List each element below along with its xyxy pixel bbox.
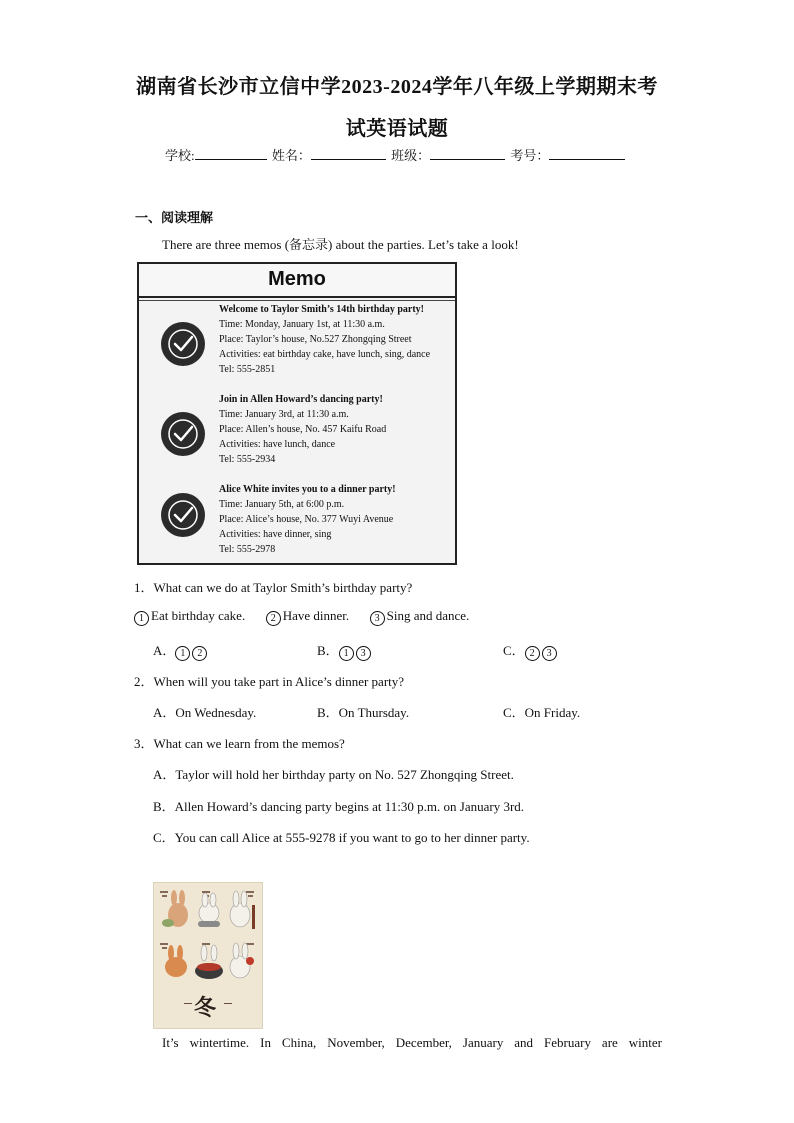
entry-time: Time: January 5th, at 6:00 p.m. bbox=[219, 499, 345, 510]
entry-activities: Activities: eat birthday cake, have lunch, sing, dance bbox=[219, 349, 431, 360]
question-2-stem: 2．When will you take part in Alice’s dinner party? bbox=[134, 674, 405, 689]
school-blank[interactable] bbox=[195, 146, 267, 160]
choice-label: A． bbox=[153, 643, 176, 658]
circled-number: 1 bbox=[134, 611, 149, 626]
name-label: 姓名： bbox=[271, 148, 311, 163]
intro-text: There are three memos (备忘录) about the parties. Let’s take a look! bbox=[162, 237, 519, 252]
memo-divider bbox=[139, 300, 455, 301]
entry-time: Time: January 3rd, at 11:30 a.m. bbox=[219, 409, 349, 420]
question-1-choice-c[interactable] bbox=[503, 640, 559, 661]
circled-number: 3 bbox=[356, 646, 371, 661]
entry-tel: Tel: 555-2851 bbox=[219, 364, 276, 375]
circled-number: 3 bbox=[542, 646, 557, 661]
checkmark-icon bbox=[161, 322, 205, 366]
circled-number: 2 bbox=[192, 646, 207, 661]
question-3-choice-c[interactable]: C．You can call Alice at 555-9278 if you want to go to her dinner party. bbox=[153, 830, 530, 845]
circled-number: 1 bbox=[339, 646, 354, 661]
question-1-stem: 1．What can we do at Taylor Smith’s birthday party? bbox=[134, 580, 413, 595]
entry-place: Place: Taylor’s house, No.527 Zhongqing Street bbox=[219, 334, 412, 345]
circled-number: 1 bbox=[175, 646, 190, 661]
question-2-choice-c[interactable]: C．On Friday. bbox=[503, 705, 581, 720]
circled-number: 2 bbox=[525, 646, 540, 661]
student-info-row bbox=[165, 145, 627, 164]
entry-activities: Activities: have dinner, sing bbox=[219, 529, 332, 540]
item-text: Sing and dance. bbox=[386, 608, 470, 623]
memo-image bbox=[137, 262, 457, 565]
winter-illustration bbox=[153, 882, 263, 1029]
memo-entry-alice bbox=[219, 482, 396, 557]
entry-title: Join in Allen Howard’s dancing party! bbox=[219, 394, 383, 405]
memo-heading: Memo bbox=[139, 264, 455, 298]
checkmark-icon bbox=[161, 493, 205, 537]
item-text: Have dinner. bbox=[282, 608, 350, 623]
question-1-choice-a[interactable] bbox=[153, 640, 209, 661]
section-heading: 一、阅读理解 bbox=[135, 210, 214, 225]
entry-title: Alice White invites you to a dinner party! bbox=[219, 484, 396, 495]
choice-label: C． bbox=[503, 643, 525, 658]
class-label: 班级： bbox=[391, 148, 431, 163]
winter-character: 冬 bbox=[194, 995, 217, 1021]
entry-activities: Activities: have lunch, dance bbox=[219, 439, 336, 450]
entry-tel: Tel: 555-2978 bbox=[219, 544, 276, 555]
circled-number: 2 bbox=[266, 611, 281, 626]
exam-number-blank[interactable] bbox=[549, 146, 625, 160]
question-3-choice-b[interactable]: B．Allen Howard’s dancing party begins at 11:30 p.m. on January 3rd. bbox=[153, 799, 525, 814]
question-3-stem: 3．What can we learn from the memos? bbox=[134, 736, 345, 751]
checkmark-icon bbox=[161, 412, 205, 456]
passage-text: It’s wintertime. In China, November, December, January and February are winter bbox=[162, 1035, 662, 1050]
name-blank[interactable] bbox=[311, 146, 386, 160]
entry-place: Place: Allen’s house, No. 457 Kaifu Road bbox=[219, 424, 387, 435]
question-1-items bbox=[134, 608, 469, 626]
circled-number: 3 bbox=[370, 611, 385, 626]
entry-tel: Tel: 555-2934 bbox=[219, 454, 276, 465]
entry-title: Welcome to Taylor Smith’s 14th birthday party! bbox=[219, 304, 425, 315]
memo-entry-allen bbox=[219, 392, 386, 467]
entry-time: Time: Monday, January 1st, at 11:30 a.m. bbox=[219, 319, 385, 330]
entry-place: Place: Alice’s house, No. 377 Wuyi Avenue bbox=[219, 514, 394, 525]
title-line-1: 湖南省长沙市立信中学2023-2024学年八年级上学期期末考 bbox=[136, 76, 658, 98]
choice-label: B． bbox=[317, 643, 339, 658]
school-label: 学校: bbox=[165, 148, 195, 163]
exam-number-label: 考号： bbox=[510, 148, 550, 163]
class-blank[interactable] bbox=[430, 146, 505, 160]
question-3-choice-a[interactable]: A．Taylor will hold her birthday party on No. 527 Zhongqing Street. bbox=[153, 767, 514, 782]
question-2-choice-a[interactable]: A．On Wednesday. bbox=[153, 705, 257, 720]
memo-entry-taylor bbox=[219, 302, 430, 377]
question-1-choice-b[interactable] bbox=[317, 640, 373, 661]
question-2-choice-b[interactable]: B．On Thursday. bbox=[317, 705, 410, 720]
item-text: Eat birthday cake. bbox=[151, 608, 246, 623]
title-line-2: 试英语试题 bbox=[345, 118, 449, 140]
